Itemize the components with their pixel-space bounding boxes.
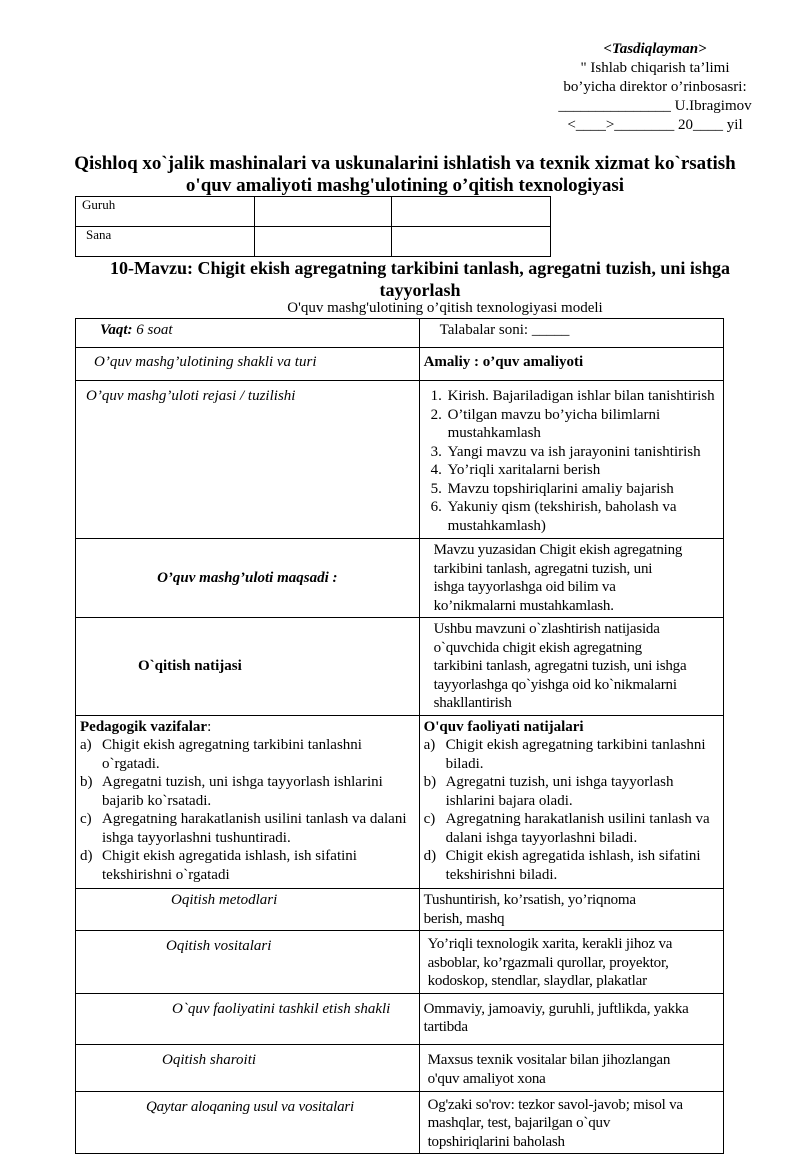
date-label: Sana xyxy=(76,227,255,257)
feedback-label: Qaytar aloqaning usul va vositalari xyxy=(76,1091,420,1154)
approval-line-4: <____>________ 20____ yil xyxy=(567,117,743,133)
result-value: Ushbu mavzuni o`zlashtirish natijasida o`quvchida chigit ekish agregatning tarkibini tanlash, agregatni tuzish, uni ishga tayyorlashga qo`yishga oid ko`nikmalarni shakllantirish xyxy=(419,618,723,716)
organization-row xyxy=(76,993,724,1044)
list-item: a) Chigit ekish agregatning tarkibini tanlashni biladi. xyxy=(423,737,706,772)
list-item: 6. Yakuniy qism (tekshirish, baholash va mustahkamlash) xyxy=(446,498,719,535)
tools-label: Oqitish vositalari xyxy=(76,931,420,994)
tasks-row xyxy=(76,715,724,889)
model-title: O'quv mashg'ulotining o’qitish texnologiyasi modeli xyxy=(287,300,603,316)
learning-results-title: O'quv faoliyati natijalari xyxy=(423,718,584,735)
tools-row xyxy=(76,931,724,994)
group-cell-2[interactable] xyxy=(392,197,551,227)
approval-line-3: _______________ U.Ibragimov xyxy=(558,98,752,114)
learning-results-cell xyxy=(419,715,723,889)
topic-line-1: 10-Mavzu: Chigit ekish agregatning tarkibini tanlash, agregatni tuzish, uni ishga xyxy=(110,258,730,278)
date-row xyxy=(76,227,551,257)
time-cell xyxy=(76,319,420,348)
list-item: b) Agregatni tuzish, uni ishga tayyorlash ishlarini bajara oladi. xyxy=(423,774,674,809)
result-label: O`qitish natijasi xyxy=(76,618,420,716)
goal-label: O’quv mashg’uloti maqsadi : xyxy=(76,539,420,618)
pedagogical-tasks-cell xyxy=(76,715,420,889)
form-row xyxy=(76,348,724,381)
goal-value: Mavzu yuzasidan Chigit ekish agregatning tarkibini tanlash, agregatni tuzish, uni ishga tayyorlashga oid bilim va ko’nikmalarni mustahkamlash. xyxy=(419,539,723,618)
time-label: Vaqt: xyxy=(100,322,133,338)
methods-label: Oqitish metodlari xyxy=(76,889,420,931)
conditions-row xyxy=(76,1044,724,1091)
list-item: 2. O’tilgan mavzu bo’yicha bilimlarni mustahkamlash xyxy=(446,406,719,443)
form-label: O’quv mashg’ulotining shakli va turi xyxy=(76,348,420,381)
goal-row xyxy=(76,539,724,618)
feedback-row xyxy=(76,1091,724,1154)
approval-line-2: bo’yicha direktor o’rinbosasri: xyxy=(563,79,747,95)
result-row xyxy=(76,618,724,716)
conditions-label: Oqitish sharoiti xyxy=(76,1044,420,1091)
feedback-value: Og'zaki so'rov: tezkor savol-javob; misol va mashqlar, test, bajarilgan o`quv topshiriqlarini baholash xyxy=(419,1091,723,1154)
list-item: 5. Mavzu topshiriqlarini amaliy bajarish xyxy=(446,480,719,499)
approval-block xyxy=(540,40,770,135)
pedagogical-tasks-colon: : xyxy=(207,718,212,735)
list-item: b) Agregatni tuzish, uni ishga tayyorlash ishlarini bajarib ko`rsatadi. xyxy=(80,774,383,809)
list-item: 1. Kirish. Bajariladigan ishlar bilan tanishtirish xyxy=(446,387,719,406)
time-value: 6 soat xyxy=(132,322,173,338)
list-item: c) Agregatning harakatlanish usilini tanlash va dalani ishga tayyorlashni tushuntiradi. xyxy=(80,811,407,846)
list-item: 4. Yo’riqli xaritalarni berish xyxy=(446,461,719,480)
topic-line-2: tayyorlash xyxy=(379,280,461,300)
group-date-table xyxy=(75,196,551,257)
document-title xyxy=(60,153,750,197)
list-item: 3. Yangi mavzu va ish jarayonini tanishtirish xyxy=(446,443,719,462)
approval-line-1: " Ishlab chiqarish ta’limi xyxy=(580,60,730,76)
methods-row xyxy=(76,889,724,931)
plan-row xyxy=(76,381,724,539)
group-label: Guruh xyxy=(76,197,255,227)
plan-list xyxy=(424,387,719,535)
pedagogical-tasks-list xyxy=(80,736,415,884)
approval-title: <Tasdiqlayman> xyxy=(603,41,707,57)
students-count: Talabalar soni: _____ xyxy=(419,319,723,348)
time-row xyxy=(76,319,724,348)
list-item: d) Chigit ekish agregatida ishlash, ish sifatini tekshirishni o`rgatadi xyxy=(80,848,357,883)
plan-cell xyxy=(419,381,723,539)
list-item: c) Agregatning harakatlanish usilini tanlash va dalani ishga tayyorlashni biladi. xyxy=(423,811,710,846)
group-row xyxy=(76,197,551,227)
document-title-line-1: Qishloq xo`jalik mashinalari va uskunalarini ishlatish va texnik xizmat ko`rsatish xyxy=(74,153,736,174)
document-title-line-2: o'quv amaliyoti mashg'ulotining o’qitish texnologiyasi xyxy=(185,175,625,196)
list-item: a) Chigit ekish agregatning tarkibini tanlashni o`rgatadi. xyxy=(80,737,362,772)
date-cell-2[interactable] xyxy=(392,227,551,257)
date-cell-1[interactable] xyxy=(255,227,392,257)
methods-value: Tushuntirish, ko’rsatish, yo’riqnoma berish, mashq xyxy=(419,889,723,931)
plan-label: O’quv mashg’uloti rejasi / tuzilishi xyxy=(76,381,420,539)
organization-label: O`quv faoliyatini tashkil etish shakli xyxy=(76,993,420,1044)
group-cell-1[interactable] xyxy=(255,197,392,227)
topic-heading xyxy=(70,257,770,301)
technology-model-table xyxy=(75,318,724,1154)
list-item: d) Chigit ekish agregatida ishlash, ish sifatini tekshirishni biladi. xyxy=(423,848,701,883)
conditions-value: Maxsus texnik vositalar bilan jihozlangan o'quv amaliyot xona xyxy=(419,1044,723,1091)
tools-value: Yo’riqli texnologik xarita, kerakli jihoz va asboblar, ko’rgazmali qurollar, proyektor, kodoskop, stendlar, slaydlar, plakatlar xyxy=(419,931,723,994)
form-value: Amaliy : o’quv amaliyoti xyxy=(419,348,723,381)
learning-results-list xyxy=(424,736,719,884)
pedagogical-tasks-title: Pedagogik vazifalar xyxy=(80,718,208,735)
organization-value: Ommaviy, jamoaviy, guruhli, juftlikda, yakka tartibda xyxy=(419,993,723,1044)
